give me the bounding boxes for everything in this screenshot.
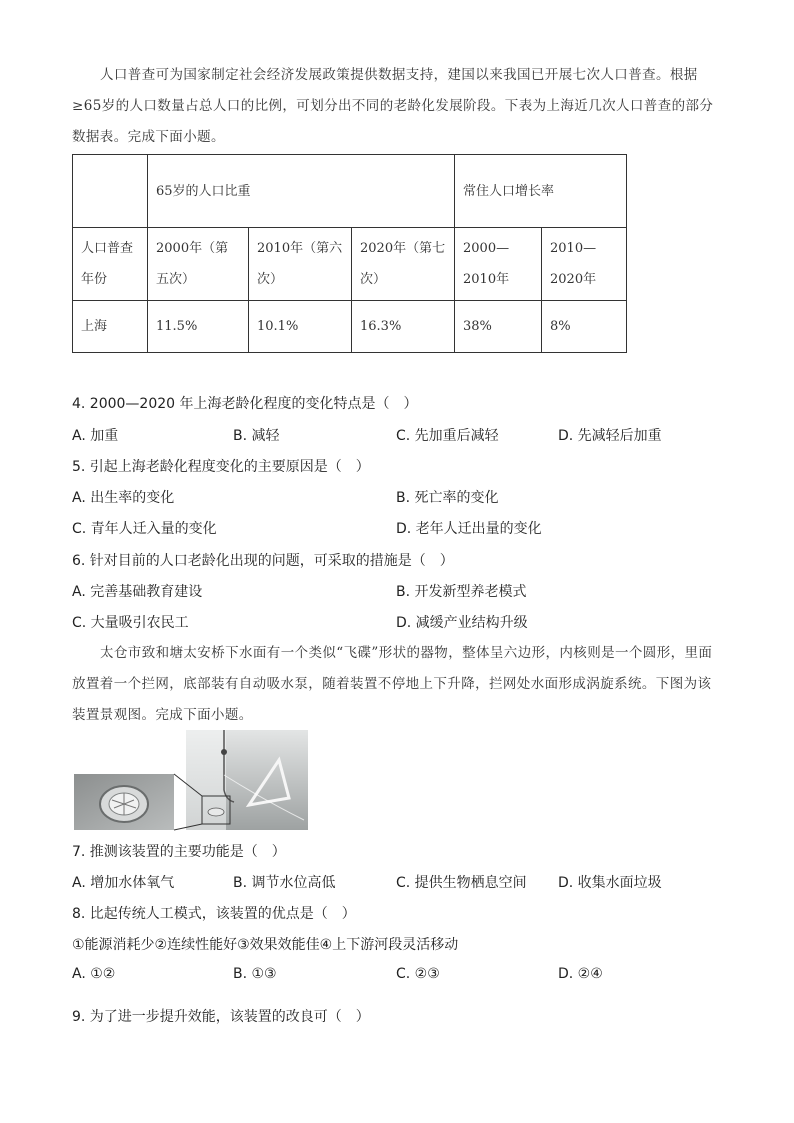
- question-9: 9. 为了进一步提升效能，该装置的改良可（ ）: [72, 1009, 370, 1025]
- table-value-2000: 11.5%: [148, 301, 249, 353]
- table-value-growth-2000-2010: 38%: [455, 301, 542, 353]
- q7-option-d[interactable]: D. 收集水面垃圾: [558, 875, 662, 891]
- table-header-growth-rate: 常住人口增长率: [455, 155, 627, 228]
- table-value-2010: 10.1%: [249, 301, 352, 353]
- table-header-elderly-share: 65岁的人口比重: [148, 155, 455, 228]
- q7-option-a[interactable]: A. 增加水体氧气: [72, 875, 175, 891]
- table-col-2000-2010: 2000—2010年: [455, 228, 542, 301]
- q4-option-c[interactable]: C. 先加重后减轻: [396, 428, 499, 444]
- q8-statements: ①能源消耗少②连续性能好③效果效能佳④上下游河段灵活移动: [72, 937, 459, 953]
- table-row-label-year: 人口普查年份: [73, 228, 148, 301]
- q6-option-b[interactable]: B. 开发新型养老模式: [396, 584, 527, 600]
- q5-option-c[interactable]: C. 青年人迁入量的变化: [72, 521, 217, 537]
- q4-option-d[interactable]: D. 先减轻后加重: [558, 428, 662, 444]
- q4-option-a[interactable]: A. 加重: [72, 428, 119, 444]
- q8-option-a[interactable]: A. ①②: [72, 966, 116, 982]
- intro-paragraph-census: 人口普查可为国家制定社会经济发展政策提供数据支持，建国以来我国已开展七次人口普查。根据≥65岁的人口数量占总人口的比例，可划分出不同的老龄化发展阶段。下表为上海近几次人口普查的部分数据表。完成下面小题。: [72, 67, 714, 145]
- q5-option-a[interactable]: A. 出生率的变化: [72, 490, 175, 506]
- question-8: 8. 比起传统人工模式，该装置的优点是（ ）: [72, 906, 356, 922]
- q8-option-b[interactable]: B. ①③: [233, 966, 277, 982]
- q7-option-b[interactable]: B. 调节水位高低: [233, 875, 336, 891]
- table-col-2000: 2000年（第五次）: [148, 228, 249, 301]
- question-7: 7. 推测该装置的主要功能是（ ）: [72, 844, 286, 860]
- q6-option-a[interactable]: A. 完善基础教育建设: [72, 584, 203, 600]
- q6-option-d[interactable]: D. 减缓产业结构升级: [396, 615, 528, 631]
- q8-option-c[interactable]: C. ②③: [396, 966, 440, 982]
- question-4: 4. 2000—2020 年上海老龄化程度的变化特点是（ ）: [72, 396, 418, 412]
- table-corner-cell: [73, 155, 148, 228]
- table-col-2010: 2010年（第六次）: [249, 228, 352, 301]
- table-col-2010-2020: 2010—2020年: [542, 228, 627, 301]
- question-5: 5. 引起上海老龄化程度变化的主要原因是（ ）: [72, 459, 370, 475]
- q5-option-b[interactable]: B. 死亡率的变化: [396, 490, 499, 506]
- table-region-shanghai: 上海: [73, 301, 148, 353]
- q8-option-d[interactable]: D. ②④: [558, 966, 603, 982]
- table-value-2020: 16.3%: [352, 301, 455, 353]
- census-table: [72, 154, 627, 353]
- device-photo: [74, 730, 308, 832]
- intro-paragraph-device: 太仓市致和塘太安桥下水面有一个类似“飞碟”形状的器物，整体呈六边形，内核则是一个圆形，里面放置着一个拦网，底部装有自动吸水泵，随着装置不停地上下升降，拦网处水面形成涡旋系统。下图为该装置景观图。完成下面小题。: [72, 645, 713, 723]
- q6-option-c[interactable]: C. 大量吸引农民工: [72, 615, 189, 631]
- q4-option-b[interactable]: B. 减轻: [233, 428, 280, 444]
- q5-option-d[interactable]: D. 老年人迁出量的变化: [396, 521, 542, 537]
- q7-option-c[interactable]: C. 提供生物栖息空间: [396, 875, 527, 891]
- question-6: 6. 针对目前的人口老龄化出现的问题，可采取的措施是（ ）: [72, 553, 454, 569]
- table-col-2020: 2020年（第七次）: [352, 228, 455, 301]
- table-value-growth-2010-2020: 8%: [542, 301, 627, 353]
